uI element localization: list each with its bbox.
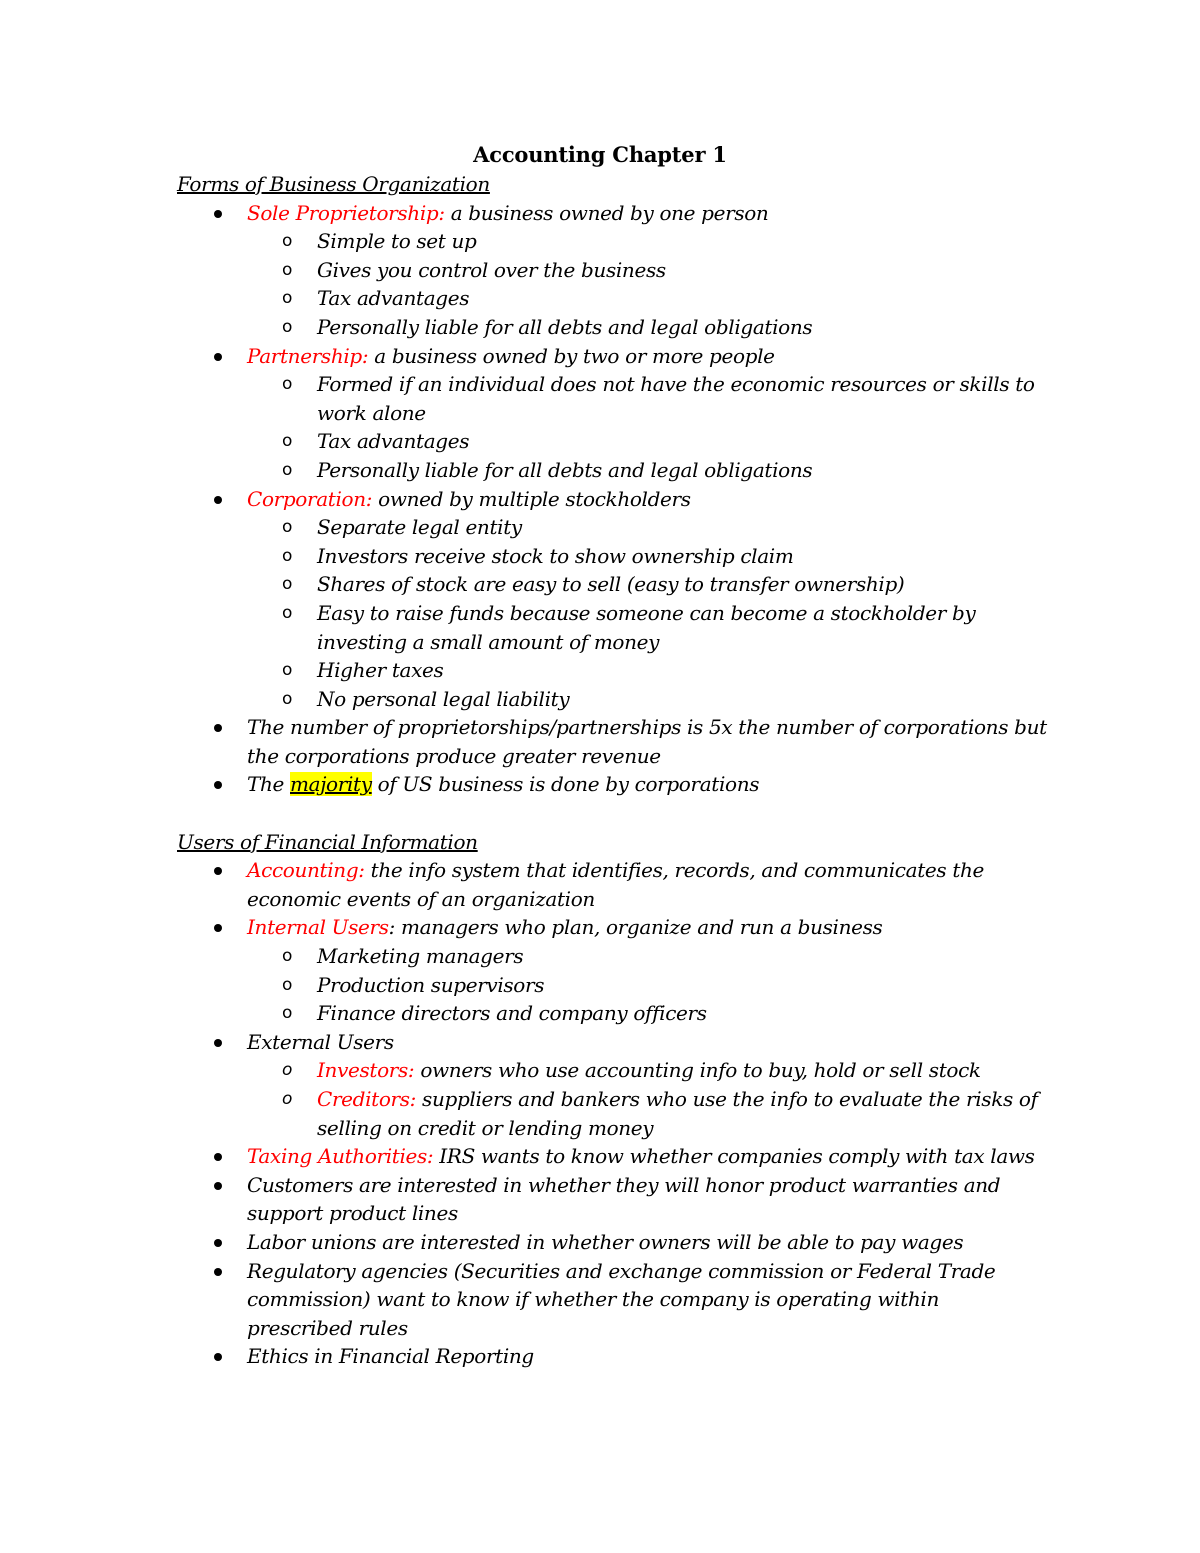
list-item [177,1342,1047,1371]
sub-list-item [247,999,1047,1028]
item-text: Customers are interested in whether they will honor product warranties and support product lines [247,1172,1001,1226]
sub-item-text: Production supervisors [317,972,545,997]
section-heading-forms: Forms of Business Organization [177,172,490,196]
bullet-icon [214,1353,222,1361]
sub-item-text: Marketing managers [317,944,524,969]
item-text: IRS wants to know whether companies comply with tax laws [433,1144,1035,1169]
sub-item-text: Finance directors and company officers [317,1001,707,1026]
bullet-icon [214,210,222,218]
item-text: the info system that identifies, records, and communicates the economic events of an organization [247,858,985,911]
bullet-icon [214,781,222,789]
bullet-list-forms [177,199,1047,799]
sub-item-text: Gives you control over the business [317,257,666,282]
item-text: a business owned by two or more people [368,343,775,368]
sub-list [247,942,1047,1028]
circle-bullet-icon: o [282,574,293,595]
circle-bullet-icon: o [282,1060,293,1081]
list-item [177,199,1047,342]
term-label: Accounting: [247,858,365,883]
term-label: Taxing Authorities: [247,1144,434,1169]
bullet-icon [214,867,222,875]
sub-item-text: Tax advantages [317,286,470,311]
sub-list [247,370,1047,484]
list-item [177,713,1047,770]
sub-list-item [247,570,1047,599]
item-text: Ethics in Financial Reporting [247,1344,534,1369]
sub-list-item [247,1085,1047,1142]
term-label: Sole Proprietorship: [247,200,445,225]
term-label: Partnership: [247,343,369,368]
item-text: Labor unions are interested in whether owners will be able to pay wages [247,1229,964,1254]
sub-list-item [247,313,1047,342]
sub-list-item [247,227,1047,256]
list-item [177,770,1047,799]
item-text: External Users [247,1029,394,1054]
circle-bullet-icon: o [282,974,293,995]
sub-list-item [247,542,1047,571]
sub-list-item [247,427,1047,456]
bullet-icon [214,1239,222,1247]
term-label: Investors: [317,1058,415,1083]
sub-list-item [247,942,1047,971]
circle-bullet-icon: o [282,602,293,623]
sub-list-item [247,256,1047,285]
bullet-icon [214,353,222,361]
list-item [177,1257,1047,1343]
sub-list-item [247,971,1047,1000]
item-text: : managers who plan, organize and run a business [388,915,883,940]
sub-item-text: Investors receive stock to show ownership claim [317,543,794,568]
sub-item-text: No personal legal liability [317,686,570,711]
circle-bullet-icon: o [282,660,293,681]
sub-list [247,1056,1047,1142]
circle-bullet-icon: o [282,459,293,480]
list-item [177,856,1047,913]
circle-bullet-icon: o [282,316,293,337]
section-spacer [177,799,1047,828]
sub-list-item [247,513,1047,542]
term-label: Internal Users [247,915,389,940]
sub-item-text: Separate legal entity [317,515,522,540]
sub-item-text: Easy to raise funds because someone can become a stockholder by investing a small amount of money [317,600,976,654]
sub-item-text: suppliers and bankers who use the info to evaluate the risks of selling on credit or lending money [317,1087,1038,1140]
item-text: Regulatory agencies (Securities and exchange commission or Federal Trade commission) want to know if whether the company is operating within prescribed rules [247,1258,996,1340]
bullet-icon [214,1268,222,1276]
bullet-icon [214,1039,222,1047]
sub-list-item [247,1056,1047,1085]
circle-bullet-icon: o [282,688,293,709]
bullet-icon [214,496,222,504]
sub-list-item [247,599,1047,656]
bullet-icon [214,724,222,732]
item-text: a business owned by one person [444,200,769,225]
sub-list-item [247,456,1047,485]
sub-item-text: owners who use accounting info to buy, hold or sell stock [414,1058,981,1083]
circle-bullet-icon: o [282,288,293,309]
circle-bullet-icon: o [282,946,293,967]
sub-item-text: Tax advantages [317,429,470,454]
circle-bullet-icon: o [282,517,293,538]
bullet-icon [214,1182,222,1190]
document-title: Accounting Chapter 1 [473,142,727,167]
item-text-pre: The [247,772,291,797]
list-item [177,342,1047,485]
circle-bullet-icon: o [282,545,293,566]
sub-list-item [247,656,1047,685]
sub-item-text: Formed if an individual does not have the economic resources or skills to work alone [317,372,1035,425]
list-item [177,1028,1047,1142]
term-label: Corporation: [247,486,373,511]
sub-item-text: Personally liable for all debts and legal obligations [317,314,813,339]
list-item [177,1142,1047,1171]
highlighted-text: majority [290,772,372,797]
circle-bullet-icon: o [282,231,293,252]
circle-bullet-icon: o [282,1089,293,1109]
sub-item-text: Simple to set up [317,229,477,254]
sub-item-text: Shares of stock are easy to sell (easy to transfer ownership) [317,572,905,597]
document-body [177,170,1047,1371]
circle-bullet-icon: o [282,259,293,280]
list-item [177,1228,1047,1257]
circle-bullet-icon: o [282,374,293,395]
sub-list-item [247,685,1047,714]
bullet-icon [214,924,222,932]
sub-list [247,227,1047,341]
sub-list [247,513,1047,713]
sub-list-item [247,370,1047,427]
sub-list-item [247,284,1047,313]
sub-item-text: Personally liable for all debts and legal obligations [317,457,813,482]
item-text: The number of proprietorships/partnerships is 5x the number of corporations but the corporations produce greater revenue [247,715,1047,768]
list-item [177,1171,1047,1228]
bullet-icon [214,1153,222,1161]
sub-item-text: Higher taxes [317,658,444,683]
list-item [177,913,1047,1027]
term-label: Creditors: [317,1087,417,1111]
bullet-list-users [177,856,1047,1371]
circle-bullet-icon: o [282,1003,293,1024]
circle-bullet-icon: o [282,431,293,452]
list-item [177,485,1047,714]
item-text: owned by multiple stockholders [372,486,691,511]
item-text-post: of US business is done by corporations [371,772,760,797]
section-heading-users: Users of Financial Information [177,829,478,854]
